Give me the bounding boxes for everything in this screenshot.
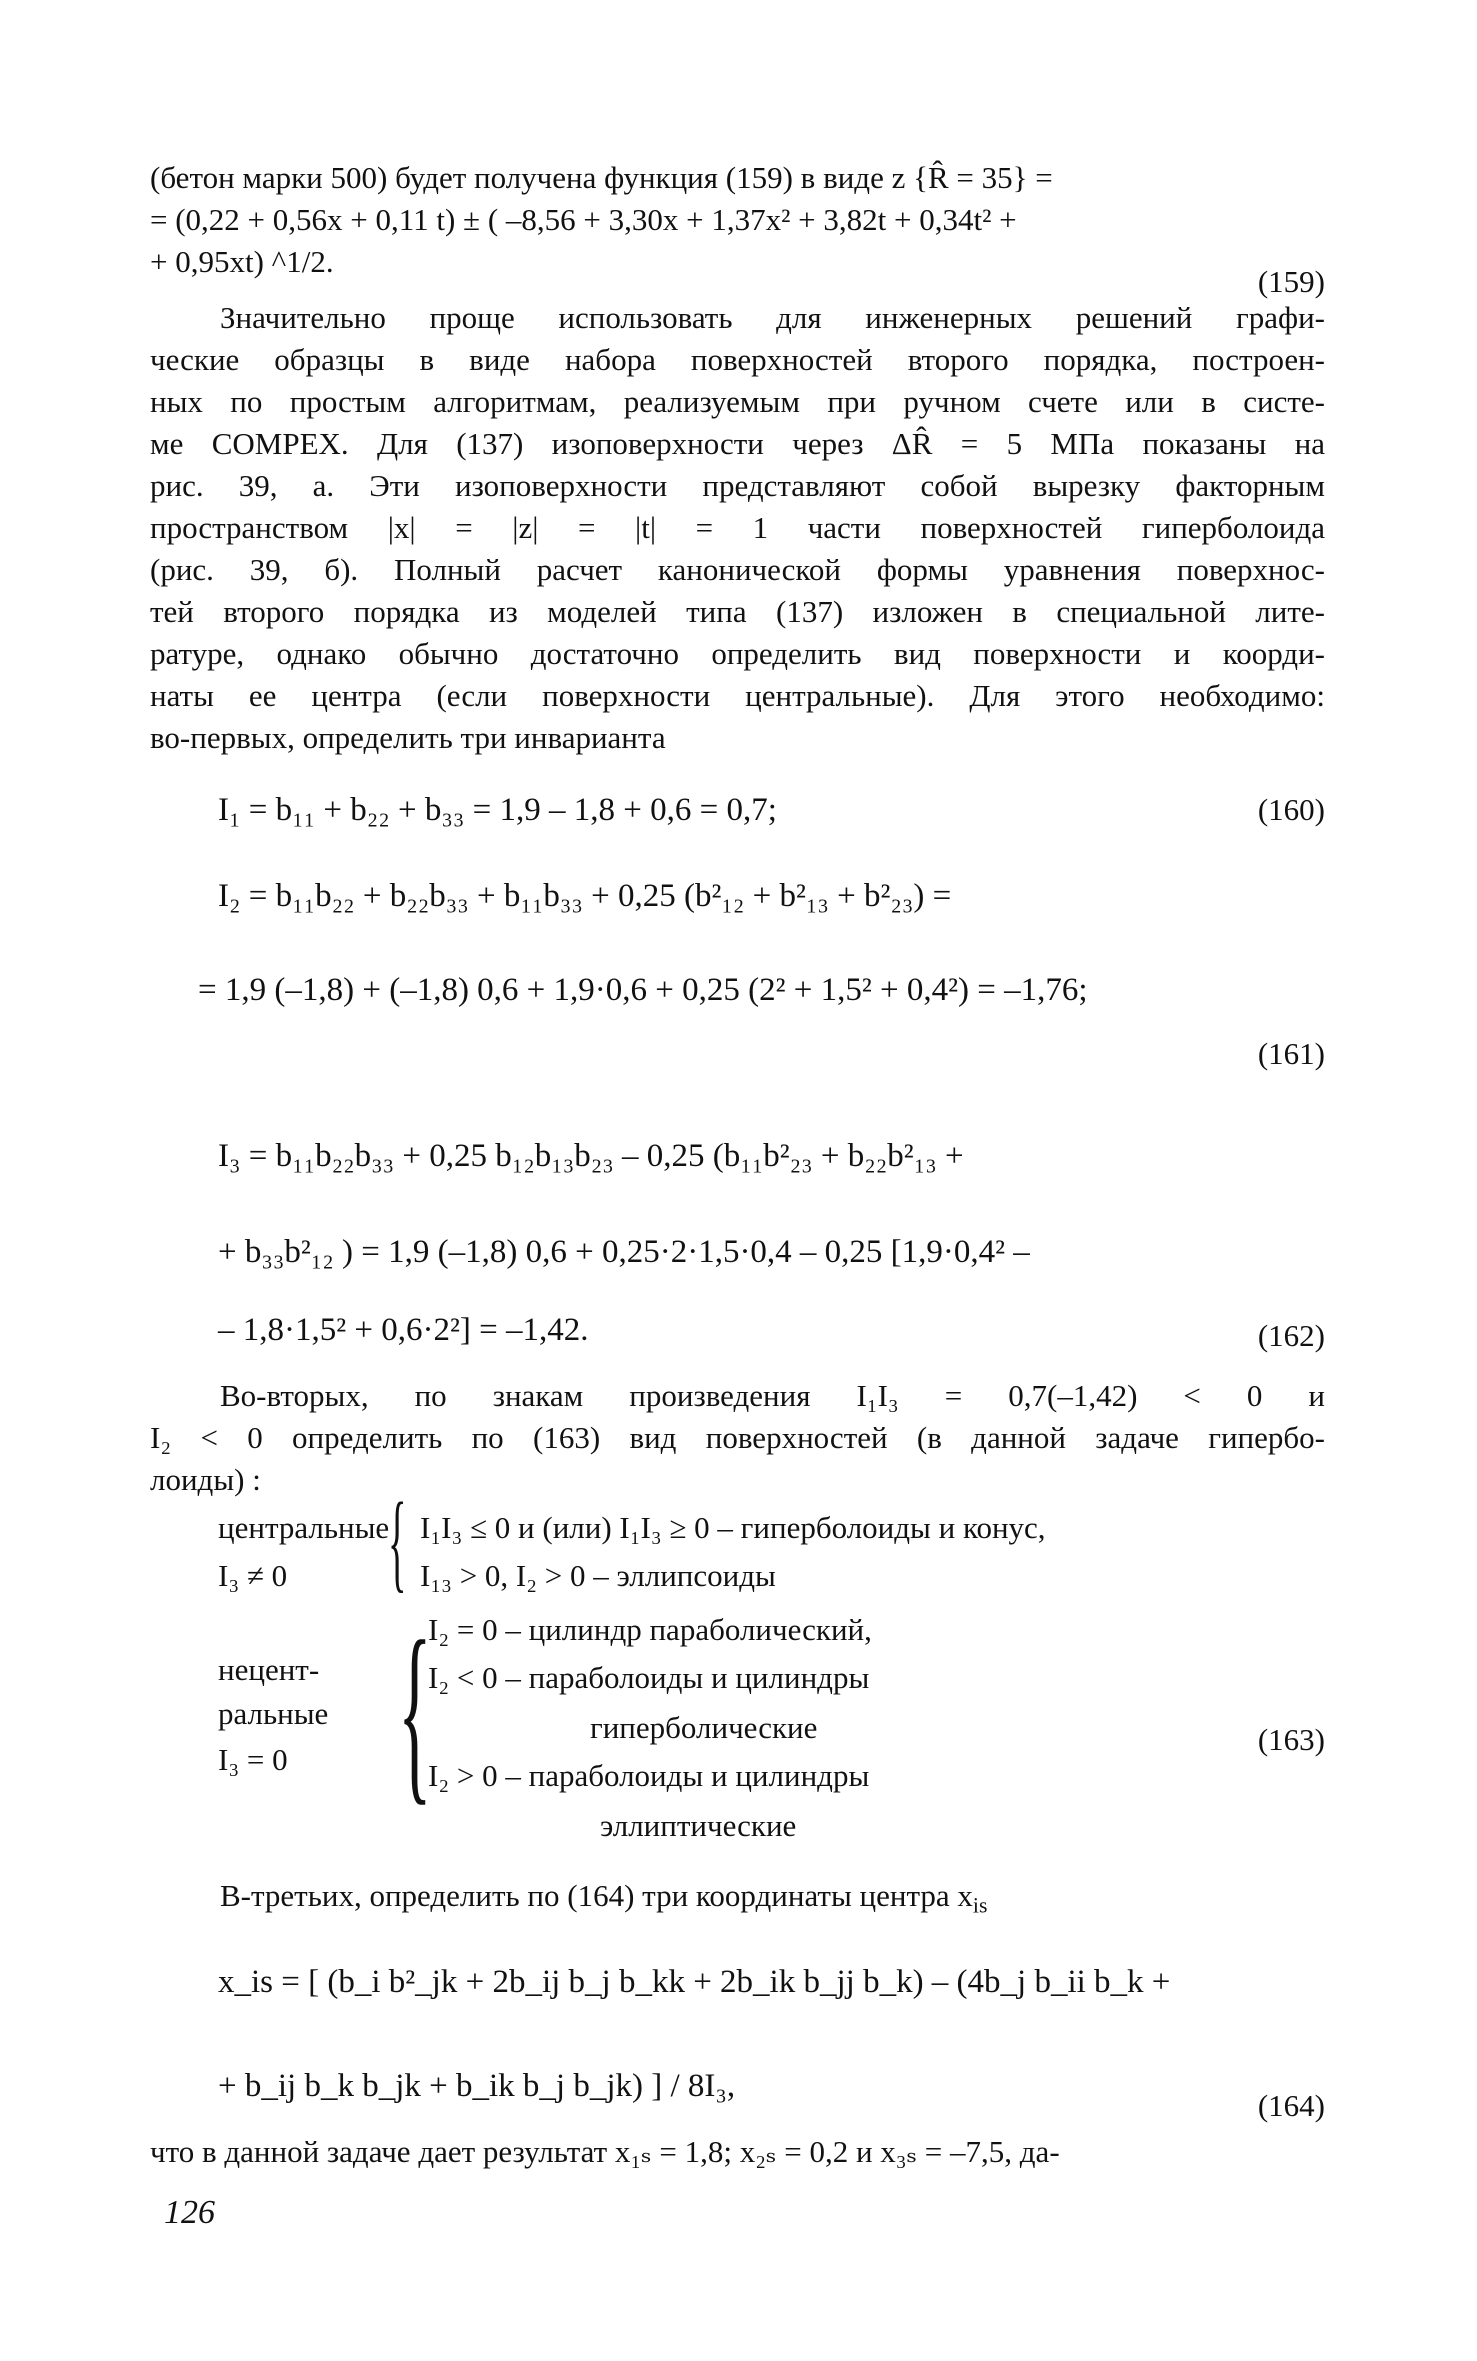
- text-line-para2-3: лоиды) :: [150, 1462, 261, 1497]
- text-line-7: ме COMPEX. Для (137) изоповерхности через ΔR̂ = 5 МПа показаны на: [150, 426, 1325, 461]
- case-central-line-1: I₁I₃ ≤ 0 и (или) I₁I₃ ≥ 0 – гиперболоиды и конус,: [420, 1510, 1046, 1545]
- text-line-10: (рис. 39, б). Полный расчет канонической формы уравнения поверхнос-: [150, 552, 1325, 587]
- equation-164-line-1: x_is = [ (b_i b²_jk + 2b_ij b_j b_kk + 2b_ik b_jj b_k) – (4b_j b_ii b_k +: [218, 1964, 1171, 2000]
- left-brace-noncentral: {: [398, 1601, 432, 1822]
- text-line-para2-2: I₂ < 0 определить по (163) вид поверхностей (в данной задаче гипербо-: [150, 1420, 1325, 1455]
- equation-number-159: (159): [1257, 264, 1325, 299]
- case-central-condition: I₃ ≠ 0: [218, 1558, 288, 1593]
- case-central-line-2: I₁₃ > 0, I₂ > 0 – эллипсоиды: [420, 1558, 776, 1593]
- case-noncentral-label-2: ральные: [218, 1696, 329, 1731]
- equation-164-line-2: + b_ij b_k b_jk + b_ik b_j b_jk) ] / 8I₃,: [218, 2068, 736, 2104]
- text-line-8: рис. 39, а. Эти изоповерхности представляют собой вырезку факторным: [150, 468, 1325, 503]
- equation-number-162: (162): [1257, 1318, 1325, 1353]
- text-line-5: ческие образцы в виде набора поверхностей второго порядка, построен-: [150, 342, 1325, 377]
- equation-161-line-1: I₂ = b₁₁b₂₂ + b₂₂b₃₃ + b₁₁b₃₃ + 0,25 (b²₁₂ + b²₁₃ + b²₂₃) =: [218, 878, 952, 914]
- formula-159-line-2: + 0,95xt) ^1/2.: [150, 244, 334, 279]
- text-line-4: Значительно проще использовать для инженерных решений графи-: [220, 300, 1325, 335]
- equation-number-161: (161): [1257, 1036, 1325, 1071]
- text-line-1: (бетон марки 500) будет получена функция (159) в виде z {R̂ = 35} =: [150, 160, 1053, 195]
- case-noncentral-line-4: I₂ > 0 – параболоиды и цилиндры: [428, 1758, 870, 1793]
- text-line-12: ратуре, однако обычно достаточно определить вид поверхности и коорди-: [150, 636, 1325, 671]
- equation-number-164: (164): [1257, 2088, 1325, 2123]
- equation-162-line-1: I₃ = b₁₁b₂₂b₃₃ + 0,25 b₁₂b₁₃b₂₃ – 0,25 (b₁₁b²₂₃ + b₂₂b²₁₃ +: [218, 1138, 964, 1174]
- equation-160: I₁ = b₁₁ + b₂₂ + b₃₃ = 1,9 – 1,8 + 0,6 = 0,7;: [218, 792, 777, 828]
- equation-162-line-3: – 1,8·1,5² + 0,6·2²] = –1,42.: [218, 1312, 589, 1348]
- case-noncentral-line-1: I₂ = 0 – цилиндр параболический,: [428, 1612, 872, 1647]
- case-noncentral-line-3: гиперболические: [590, 1710, 818, 1745]
- page-number: 126: [164, 2194, 215, 2231]
- case-noncentral-condition: I₃ = 0: [218, 1742, 288, 1777]
- text-line-9: пространством |x| = |z| = |t| = 1 части поверхностей гиперболоида: [150, 510, 1325, 545]
- formula-159-line-1: = (0,22 + 0,56x + 0,11 t) ± ( –8,56 + 3,30x + 1,37x² + 3,82t + 0,34t² +: [150, 202, 1017, 237]
- equation-number-160: (160): [1257, 792, 1325, 827]
- text-line-6: ных по простым алгоритмам, реализуемым при ручном счете или в систе-: [150, 384, 1325, 419]
- equation-161-line-2: = 1,9 (–1,8) + (–1,8) 0,6 + 1,9·0,6 + 0,25 (2² + 1,5² + 0,4²) = –1,76;: [198, 972, 1088, 1008]
- case-central-label: центральные: [218, 1510, 390, 1545]
- text-line-13: наты ее центра (если поверхности центральные). Для этого необходимо:: [150, 678, 1325, 713]
- left-brace-central: {: [388, 1480, 407, 1602]
- para3-text: В-третьих, определить по (164) три координаты центра x: [220, 1878, 973, 1913]
- text-line-14: во-первых, определить три инварианта: [150, 720, 666, 755]
- equation-number-163: (163): [1257, 1722, 1325, 1757]
- text-line-last: что в данной задаче дает результат x₁ₛ = 1,8; x₂ₛ = 0,2 и x₃ₛ = –7,5, да-: [150, 2134, 1060, 2169]
- case-noncentral-line-5: эллиптические: [600, 1808, 797, 1843]
- text-line-para3-1: [220, 1876, 987, 1926]
- para3-subscript: is: [972, 1893, 988, 1918]
- text-line-para2-1: Во-вторых, по знакам произведения I₁I₃ = 0,7(–1,42) < 0 и: [220, 1378, 1325, 1413]
- case-noncentral-label-1: нецент-: [218, 1652, 320, 1687]
- text-line-11: тей второго порядка из моделей типа (137) изложен в специальной лите-: [150, 594, 1325, 629]
- equation-162-line-2: + b₃₃b²₁₂ ) = 1,9 (–1,8) 0,6 + 0,25·2·1,5·0,4 – 0,25 [1,9·0,4² –: [218, 1234, 1030, 1270]
- case-noncentral-line-2: I₂ < 0 – параболоиды и цилиндры: [428, 1660, 870, 1695]
